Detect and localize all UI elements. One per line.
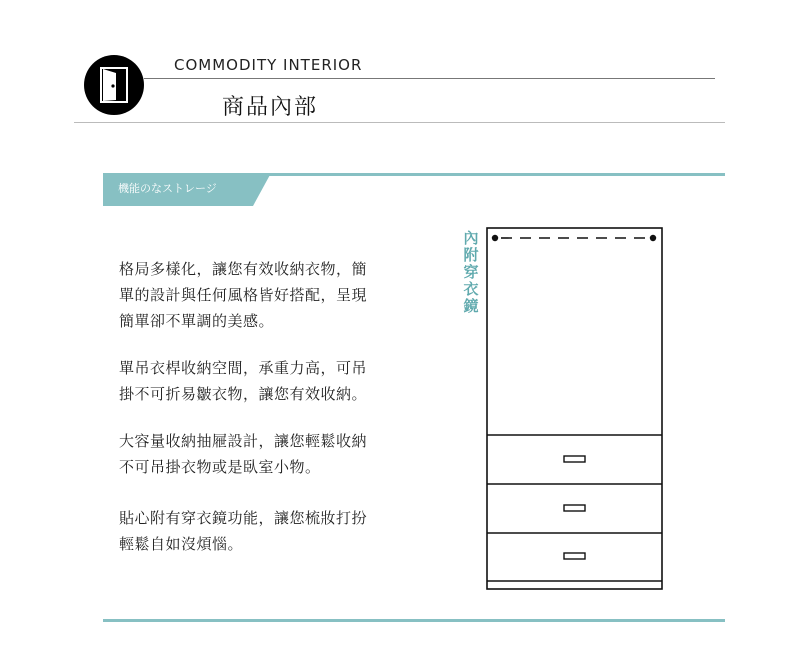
header-divider xyxy=(144,78,715,79)
paragraph-drawers xyxy=(119,428,419,480)
section-title-zh: 商品內部 xyxy=(222,95,319,120)
text-line: 貼心附有穿衣鏡功能，讓您梳妝打扮 xyxy=(119,509,368,527)
text-line: 掛不可折易皺衣物，讓您有效收納。 xyxy=(119,385,368,403)
text-line: 輕鬆自如沒煩惱。 xyxy=(119,535,244,553)
text-line: 單吊衣桿收納空間，承重力高，可吊 xyxy=(119,359,368,377)
door-logo xyxy=(84,55,144,115)
text-line: 簡單卻不單調的美感。 xyxy=(119,312,275,330)
section-title-en: COMMODITY INTERIOR xyxy=(174,56,363,74)
footer-rule xyxy=(103,619,725,622)
section-tag-label: 機能のなストレージ xyxy=(118,182,217,195)
drawer-handle xyxy=(564,456,585,462)
paragraph-layout xyxy=(119,256,419,334)
door-icon xyxy=(84,55,144,115)
paragraph-mirror xyxy=(119,505,419,557)
header-underline xyxy=(74,122,725,123)
drawer-handle xyxy=(564,553,585,559)
rod-end-left xyxy=(492,235,498,241)
mirror-label: 內附穿衣鏡 xyxy=(463,229,479,315)
wardrobe-frame xyxy=(487,228,662,589)
paragraph-hanging-rod xyxy=(119,355,419,407)
rod-end-right xyxy=(650,235,656,241)
text-line: 單的設計與任何風格皆好搭配，呈現 xyxy=(119,286,368,304)
wardrobe-diagram xyxy=(484,226,666,592)
text-line: 不可吊掛衣物或是臥室小物。 xyxy=(119,458,321,476)
drawer-handle xyxy=(564,505,585,511)
text-line: 大容量收納抽屜設計，讓您輕鬆收納 xyxy=(119,432,368,450)
text-line: 格局多樣化，讓您有效收納衣物，簡 xyxy=(119,260,368,278)
